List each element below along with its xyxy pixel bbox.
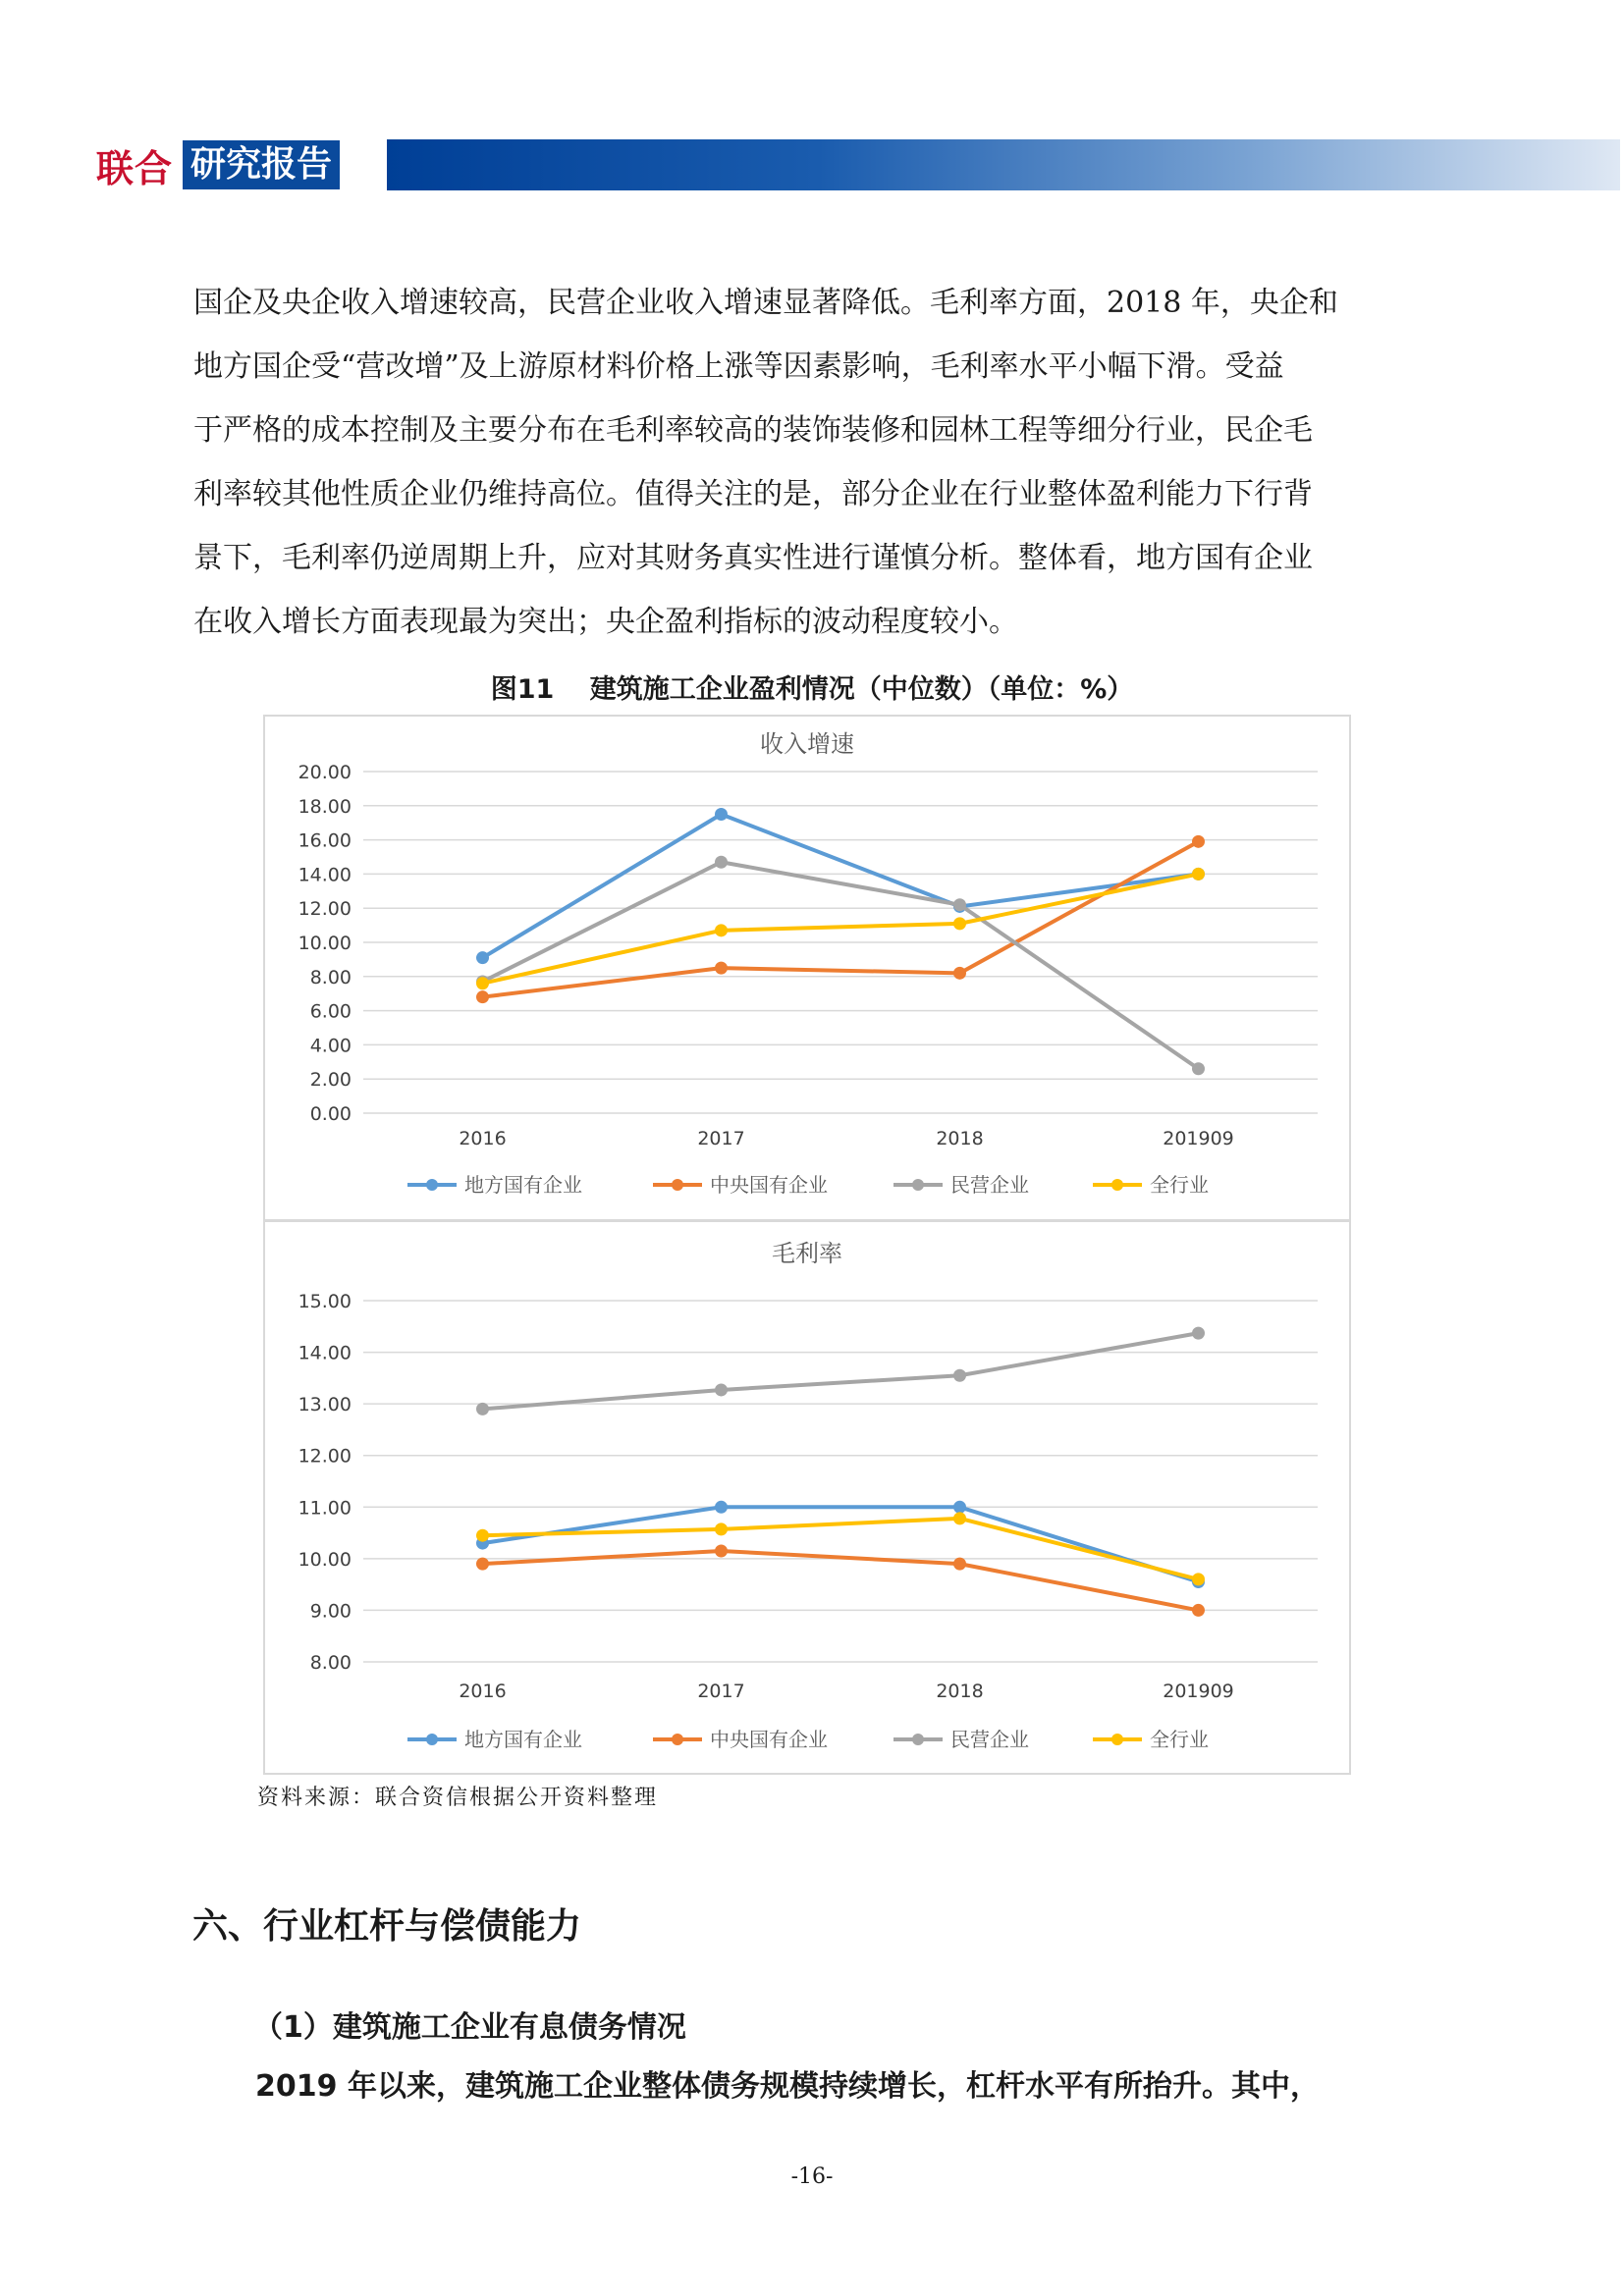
- brand-name-blue: 研究报告: [183, 140, 340, 189]
- x-tick-label: 2017: [697, 1681, 745, 1702]
- y-tick-label: 11.00: [298, 1497, 352, 1520]
- chart-title: 收入增速: [760, 730, 854, 758]
- x-tick-label: 201909: [1163, 1128, 1234, 1149]
- y-tick-label: 15.00: [298, 1291, 352, 1312]
- legend-label: 中央国有企业: [710, 1173, 828, 1197]
- data-point: [953, 1512, 966, 1524]
- y-tick-label: 20.00: [298, 762, 352, 783]
- section-title: 六、行业杠杆与偿债能力: [192, 1906, 582, 1947]
- paragraph-line: 地方国企受“营改增”及上游原材料价格上涨等因素影响，毛利率水平小幅下滑。受益: [193, 349, 1284, 384]
- data-point: [953, 1369, 966, 1382]
- y-tick-label: 2.00: [309, 1069, 352, 1092]
- source-note: 资料来源：联合资信根据公开资料整理: [257, 1786, 659, 1810]
- data-point: [1192, 868, 1205, 881]
- data-point: [715, 962, 728, 975]
- legend-swatch-marker: [1111, 1179, 1123, 1191]
- series-line: [483, 815, 1199, 958]
- data-point: [715, 1501, 728, 1514]
- series-line: [483, 1551, 1199, 1610]
- data-point: [476, 1558, 489, 1571]
- x-tick-label: 2016: [459, 1128, 507, 1149]
- paragraph-line: 在收入增长方面表现最为突出；央企盈利指标的波动程度较小。: [193, 605, 1018, 639]
- legend-swatch-marker: [426, 1734, 438, 1745]
- y-tick-label: 4.00: [309, 1035, 352, 1057]
- header-gradient-bar: [387, 139, 1620, 190]
- paragraph-line: 景下，毛利率仍逆周期上升，应对其财务真实性进行谨慎分析。整体看，地方国有企业: [193, 541, 1313, 575]
- bold-paragraph: 2019 年以来，建筑施工企业整体债务规模持续增长，杠杆水平有所抬升。其中，: [255, 2069, 1320, 2104]
- legend-label: 地方国有企业: [464, 1173, 582, 1197]
- data-point: [476, 1529, 489, 1542]
- legend-label: 民营企业: [950, 1728, 1029, 1751]
- y-tick-label: 12.00: [298, 898, 352, 921]
- gross-margin-chart-svg: [265, 1222, 1349, 1773]
- y-tick-label: 6.00: [309, 1000, 352, 1023]
- legend-label: 中央国有企业: [710, 1728, 828, 1751]
- y-tick-label: 14.00: [298, 1342, 352, 1364]
- data-point: [1192, 1604, 1205, 1617]
- x-tick-label: 201909: [1163, 1681, 1234, 1702]
- legend-label: 民营企业: [950, 1173, 1029, 1197]
- y-tick-label: 10.00: [298, 933, 352, 954]
- y-tick-label: 10.00: [298, 1548, 352, 1571]
- revenue-growth-chart: [263, 715, 1351, 1221]
- y-tick-label: 8.00: [309, 966, 352, 988]
- data-point: [1192, 835, 1205, 848]
- data-point: [953, 1501, 966, 1514]
- legend-swatch-marker: [1111, 1734, 1123, 1745]
- revenue-growth-chart-svg: [265, 717, 1349, 1219]
- data-point: [715, 1544, 728, 1557]
- y-tick-label: 0.00: [309, 1103, 352, 1125]
- series-line: [483, 841, 1199, 996]
- y-tick-label: 14.00: [298, 864, 352, 886]
- data-point: [476, 1403, 489, 1415]
- data-point: [476, 977, 489, 989]
- legend-swatch-marker: [912, 1179, 924, 1191]
- paragraph-line: 国企及央企收入增速较高，民营企业收入增速显著降低。毛利率方面，2018 年，央企和: [193, 286, 1338, 320]
- legend-label: 地方国有企业: [464, 1728, 582, 1751]
- y-tick-label: 12.00: [298, 1445, 352, 1468]
- report-brand: [96, 137, 340, 192]
- gross-margin-chart: [263, 1220, 1351, 1775]
- legend-label: 全行业: [1150, 1173, 1209, 1197]
- y-tick-label: 18.00: [298, 795, 352, 818]
- y-tick-label: 8.00: [309, 1652, 352, 1674]
- data-point: [715, 856, 728, 869]
- y-tick-label: 16.00: [298, 829, 352, 852]
- data-point: [1192, 1573, 1205, 1585]
- legend-swatch-marker: [672, 1179, 683, 1191]
- data-point: [715, 924, 728, 936]
- chart-title: 毛利率: [772, 1240, 842, 1267]
- legend-swatch-marker: [672, 1734, 683, 1745]
- legend-swatch-marker: [912, 1734, 924, 1745]
- y-tick-label: 9.00: [309, 1600, 352, 1623]
- x-tick-label: 2016: [459, 1681, 507, 1702]
- data-point: [715, 1522, 728, 1535]
- x-tick-label: 2018: [936, 1681, 984, 1702]
- sub-section-title: （1）建筑施工企业有息债务情况: [253, 2010, 686, 2045]
- data-point: [953, 917, 966, 930]
- y-tick-label: 13.00: [298, 1394, 352, 1416]
- legend-label: 全行业: [1150, 1728, 1209, 1751]
- report-header: [96, 137, 1624, 192]
- data-point: [1192, 1062, 1205, 1075]
- series-line: [483, 1333, 1199, 1409]
- paragraph-line: 于严格的成本控制及主要分布在毛利率较高的装饰装修和园林工程等细分行业，民企毛: [193, 413, 1313, 448]
- x-tick-label: 2018: [936, 1128, 984, 1149]
- data-point: [476, 990, 489, 1003]
- paragraph-line: 利率较其他性质企业仍维持高位。值得关注的是，部分企业在行业整体盈利能力下行背: [193, 477, 1313, 511]
- data-point: [1192, 1327, 1205, 1340]
- body-paragraph: [193, 271, 1433, 654]
- page-number: -16-: [790, 2164, 834, 2189]
- series-line: [483, 1507, 1199, 1581]
- data-point: [953, 1558, 966, 1571]
- data-point: [953, 898, 966, 911]
- data-point: [715, 808, 728, 821]
- data-point: [953, 967, 966, 980]
- brand-name-red: 联合: [96, 146, 174, 190]
- data-point: [715, 1383, 728, 1396]
- x-tick-label: 2017: [697, 1128, 745, 1149]
- figure-title: 图11 建筑施工企业盈利情况（中位数）（单位：%）: [490, 674, 1134, 705]
- legend-swatch-marker: [426, 1179, 438, 1191]
- data-point: [476, 951, 489, 964]
